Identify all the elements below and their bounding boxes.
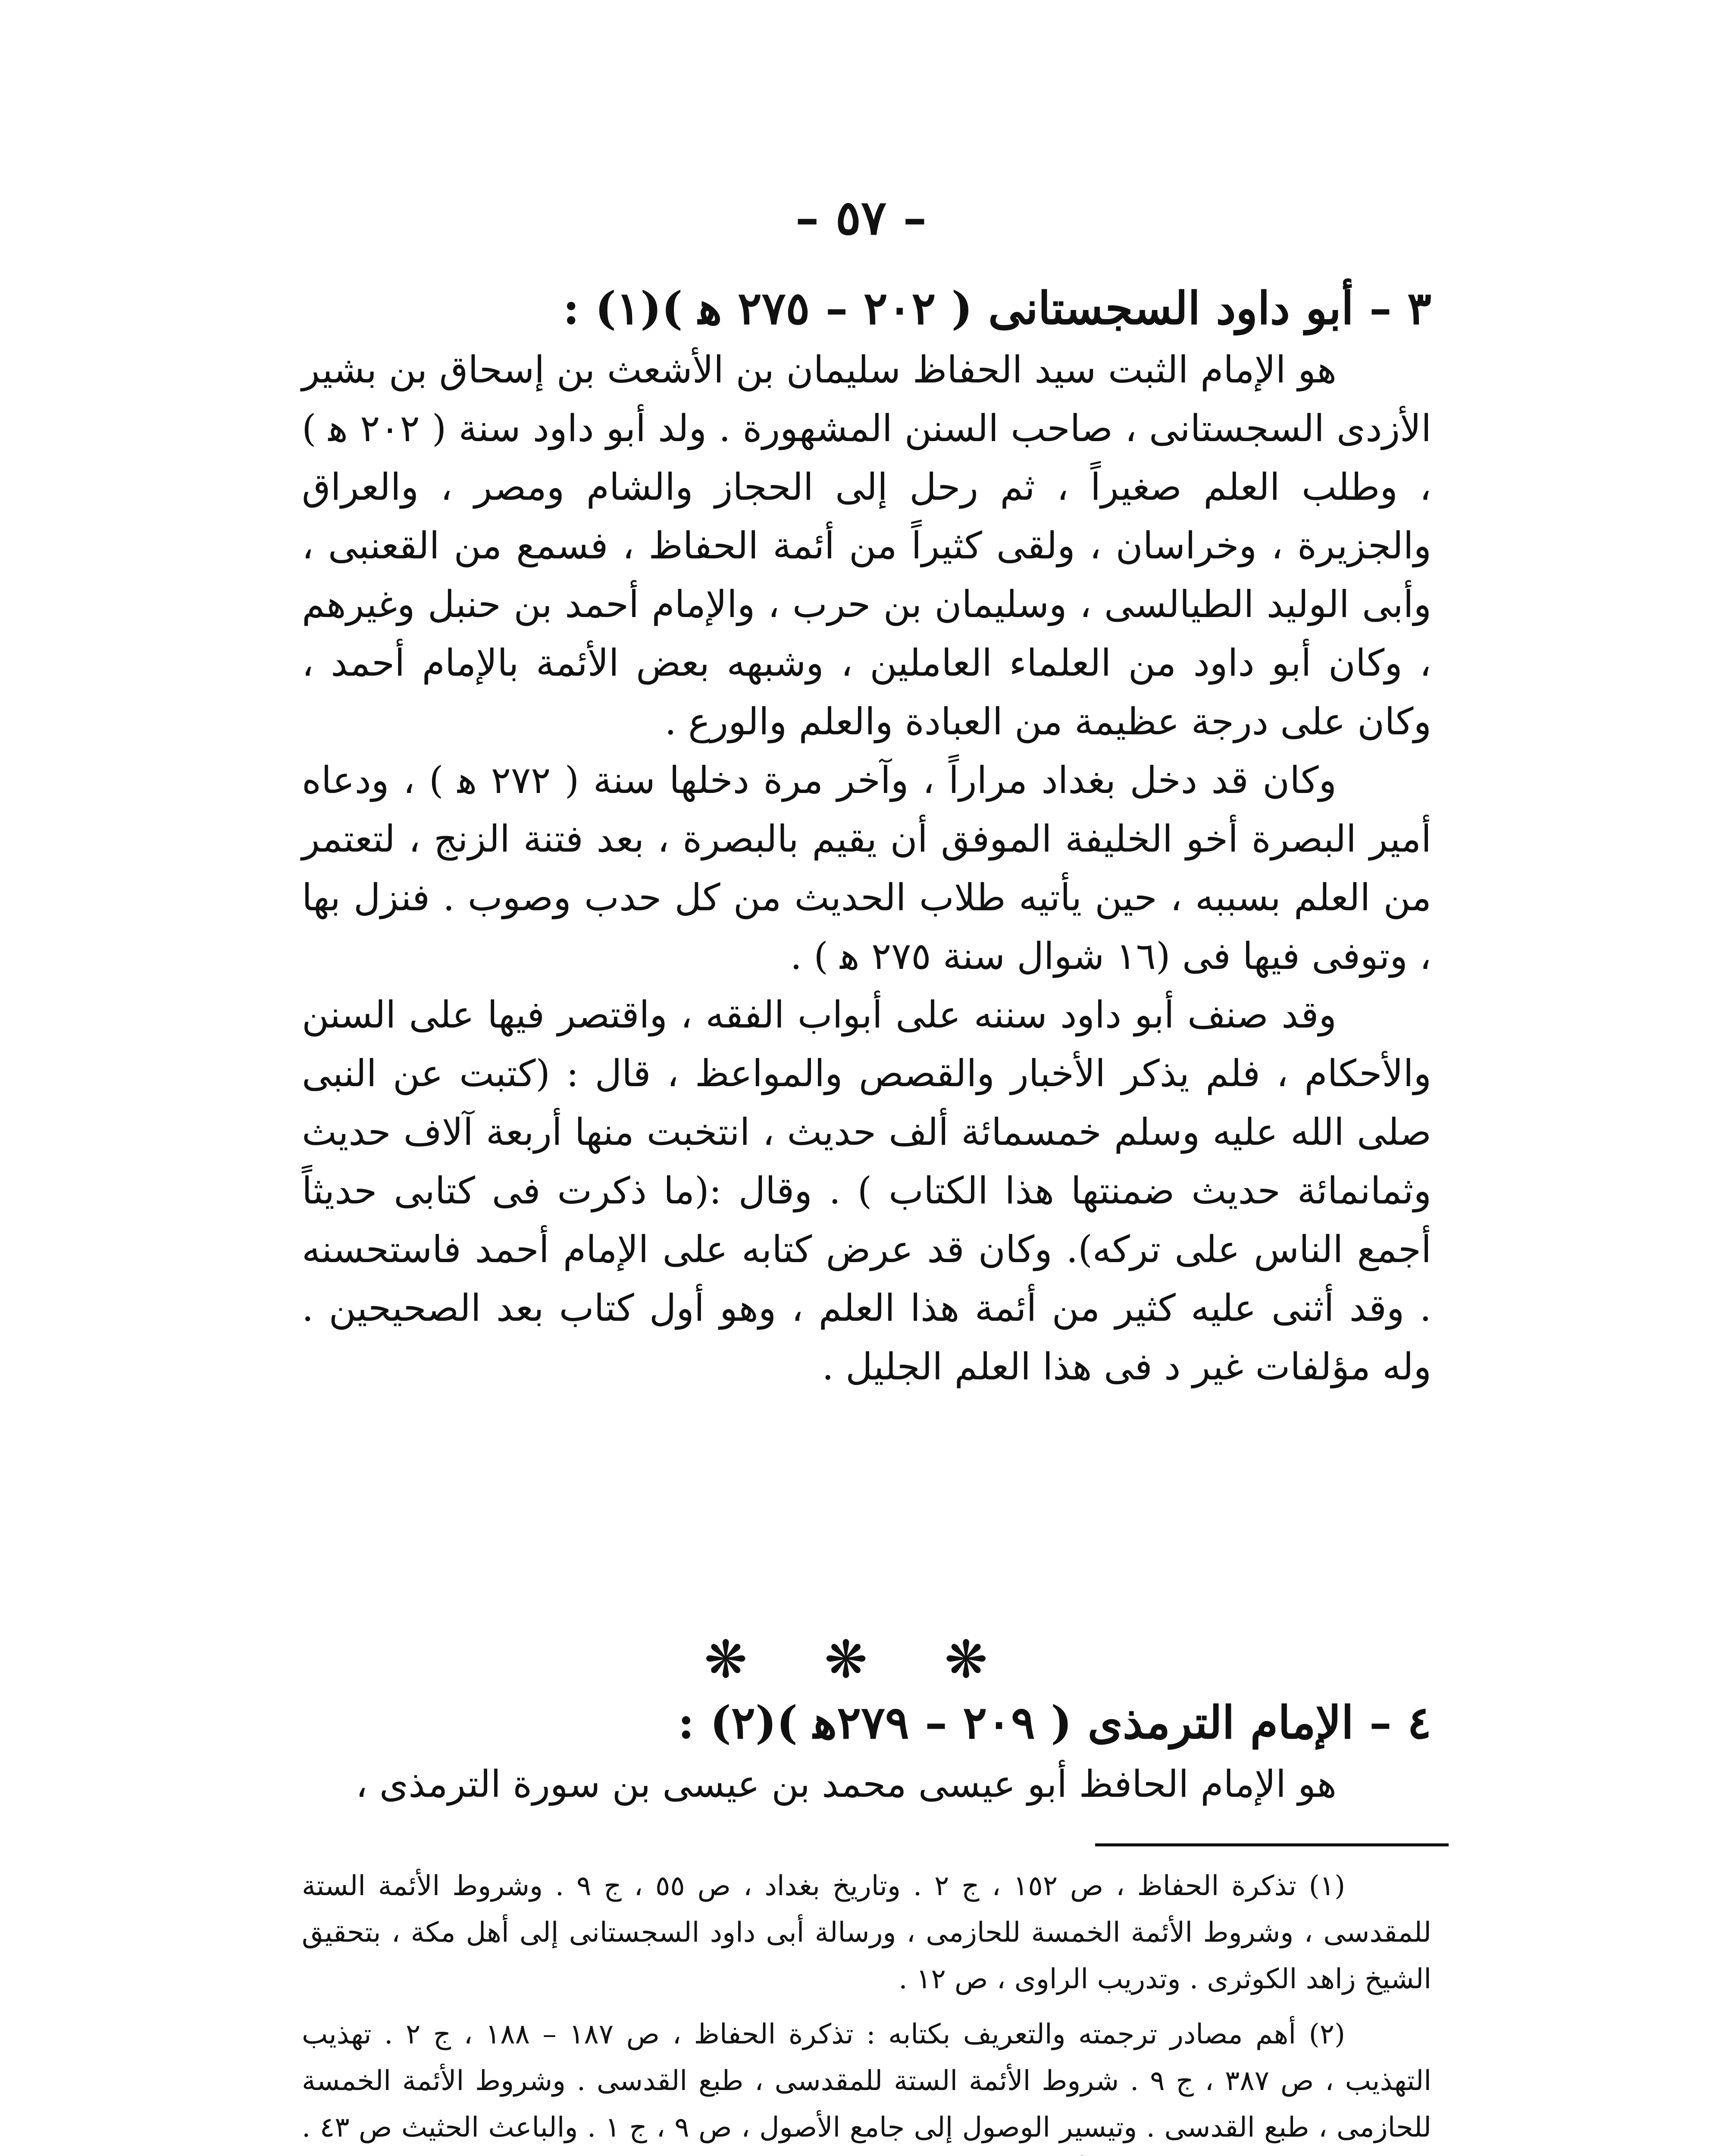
paragraph-biography: هو الإمام الثبت سيد الحفاظ سليمان بن الأشعث بن إسحاق بن بشير الأزدى السجستانى ، صاحب السنن المشهورة . ولد أبو داود سنة ( ٢٠٢ ﻫ ) ، وطلب العلم صغيراً ، ثم رحل إلى الحجاز والشام ومصر ، والعراق والجزيرة ، وخراسان ، ولقى كثيراً من أئمة الحفاظ ، فسمع من القعنبى ، وأبى الوليد الطيالسى ، وسليمان بن حرب ، والإمام أحمد بن حنبل وغيرهم ، وكان أبو داود من العلماء العاملين ، وشبهه بعض الأئمة بالإمام أحمد ، وكان على درجة عظيمة من العبادة والعلم والورع .	[302, 348, 1431, 743]
footnote-1: (١) تذكرة الحفاظ ، ص ١٥٢ ، ج ٢ . وتاريخ بغداد ، ص ٥٥ ، ج ٩ . وشروط الأئمة الستة للمقدسى ، وشروط الأئمة الخمسة للحازمى ، ورسالة أبى داود السجستانى إلى أهل مكة ، بتحقيق الشيخ زاهد الكوثرى . وتدريب الراوى ، ص ١٢ .	[302, 1870, 1431, 1995]
section-heading-tirmidhi: ٤ – الإمام الترمذى ( ٢٠٩ – ٢٧٩ﻫ )(٢) :	[678, 1696, 1431, 1749]
footnote-divider	[1095, 1843, 1449, 1846]
paragraph-baghdad-basra: وكان قد دخل بغداد مراراً ، وآخر مرة دخلها سنة ( ٢٧٢ ﻫ ) ، ودعاه أمير البصرة أخو الخليفة الموفق أن يقيم بالبصرة ، بعد فتنة الزنج ، لتعتمر من العلم بسببه ، حين يأتيه طلاب الحديث من كل حدب وصوب . فنزل بها ، وتوفى فيها فى (١٦ شوال سنة ٢٧٥ ﻫ ) .	[302, 759, 1431, 978]
footnote-2: (٢) أهم مصادر ترجمته والتعريف بكتابه : تذكرة الحفاظ ، ص ١٨٧ – ١٨٨ ، ج ٢ . تهذيب التهذيب ، ص ٣٨٧ ، ج ٩ . شروط الأئمة الستة للمقدسى ، طبع القدسى . وشروط الأئمة الخمسة للحازمى ، طبع القدسى . وتيسير الوصول إلى جامع الأصول ، ص ٩ ، ج ١ . والباعث الحثيث ص ٤٣ .	[302, 2018, 1432, 2143]
section-abu-dawud	[302, 276, 1431, 1396]
section-separator-stars: ❋ ❋ ❋	[704, 1630, 1018, 1690]
footnotes	[302, 1863, 1431, 2156]
section-heading-abu-dawud: ٣ – أبو داود السجستانى ( ٢٠٢ – ٢٧٥ ﻫ )(١) :	[563, 282, 1431, 335]
paragraph-sunan-compilation: وقد صنف أبو داود سننه على أبواب الفقه ، واقتصر فيها على السنن والأحكام ، فلم يذكر الأخبار والقصص والمواعظ ، قال : (كتبت عن النبى صلى الله عليه وسلم خمسمائة ألف حديث ، انتخبت منها أربعة آلاف حديث وثمانمائة حديث ضمنتها هذا الكتاب ) . وقال :(ما ذكرت فى كتابى حديثاً أجمع الناس على تركه). وكان قد عرض كتابه على الإمام أحمد فاستحسنه . وقد أثنى عليه كثير من أئمة هذا العلم ، وهو أول كتاب بعد الصحيحين . وله مؤلفات غير د فى هذا العلم الجليل .	[302, 993, 1431, 1388]
page-number: – ٥٧ –	[795, 190, 927, 245]
paragraph-tirmidhi-intro: هو الإمام الحافظ أبو عيسى محمد بن عيسى بن سورة الترمذى ،	[355, 1763, 1337, 1806]
section-tirmidhi	[302, 1690, 1431, 1814]
